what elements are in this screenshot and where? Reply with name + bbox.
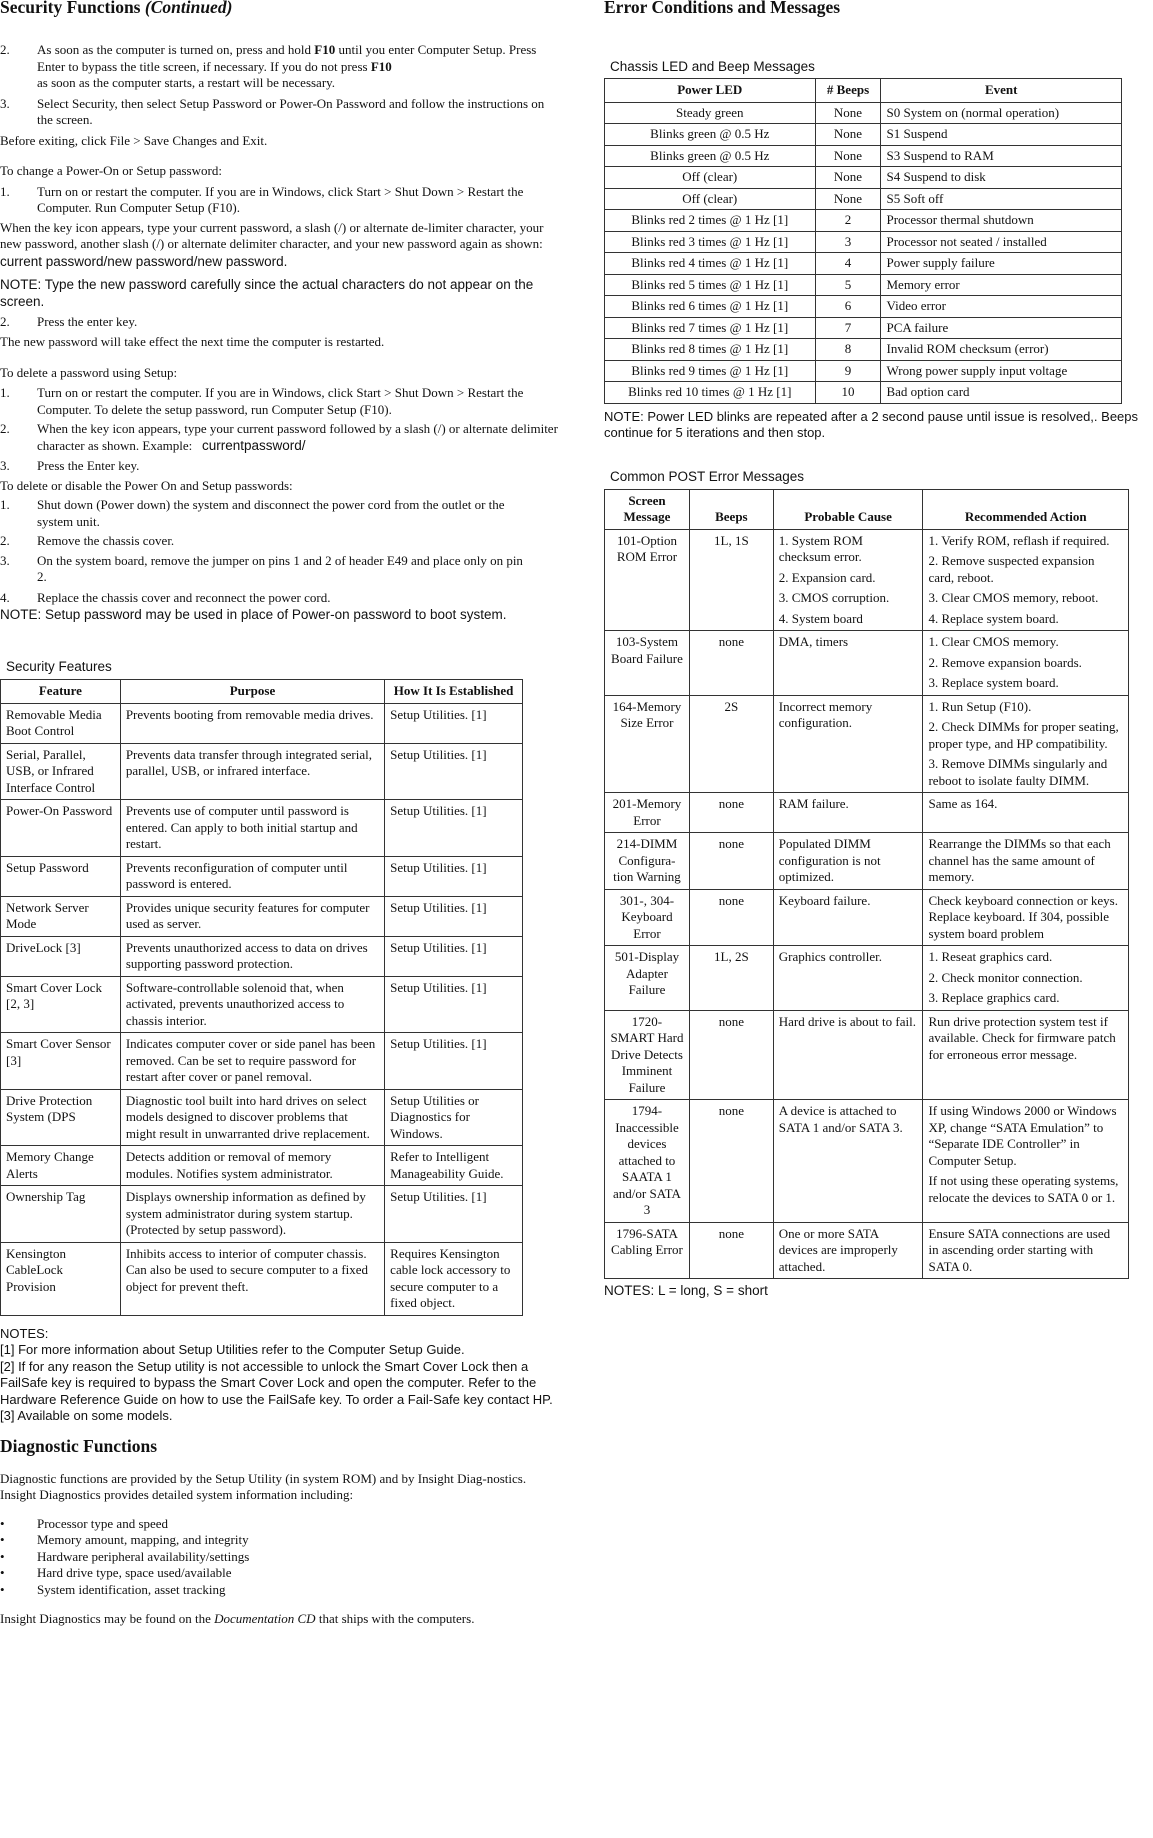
column-header: Purpose — [120, 680, 384, 704]
table-cell: Blinks red 7 times @ 1 Hz [1] — [605, 317, 816, 339]
post-error-table — [604, 489, 1129, 1280]
screen-message-cell: 1794-Inaccessible devices attached to SAATA 1 and/or SATA 3 — [605, 1100, 690, 1223]
recommended-action-cell: Rearrange the DIMMs so that each channel has the same amount of memory. — [923, 833, 1129, 890]
note-setup-password: NOTE: Setup password may be used in place of Power-on password to boot system. — [0, 607, 507, 622]
table-cell: Setup Utilities. [1] — [385, 856, 523, 896]
table-cell: Blinks red 5 times @ 1 Hz [1] — [605, 274, 816, 296]
table-cell: None — [815, 124, 881, 146]
table-cell: Serial, Parallel, USB, or Infrared Interface Control — [1, 743, 121, 800]
table-cell: Prevents unauthorized access to data on drives supporting password protection. — [120, 936, 384, 976]
list-item: • Hardware peripheral availability/settings — [0, 1548, 250, 1564]
recommended-action-cell: If using Windows 2000 or Windows XP, change “SATA Emulation” to “Separate IDE Controller” in Computer Setup. If not using these operating systems, relocate the devices to SATA 0 or 1. — [923, 1100, 1129, 1223]
led-table-caption: Chassis LED and Beep Messages — [610, 59, 815, 74]
table-cell: S3 Suspend to RAM — [881, 145, 1122, 167]
password-format-example: current password/new password/new password. — [0, 253, 288, 269]
table-cell: Steady green — [605, 102, 816, 124]
table-row — [605, 274, 1122, 296]
screen-message-cell: 1720-SMART Hard Drive Detects Imminent Failure — [605, 1010, 690, 1100]
table-row — [605, 188, 1122, 210]
screen-message-cell: 501-Display Adapter Failure — [605, 946, 690, 1011]
probable-cause-cell: 1. System ROM checksum error. 2. Expansion card. 3. CMOS corruption. 4. System board — [773, 529, 923, 631]
screen-message-cell: 214-DIMM Configura-tion Warning — [605, 833, 690, 890]
table-cell: Network Server Mode — [1, 896, 121, 936]
recommended-action-cell: Run drive protection system test if available. Check for firmware patch for erroneous error message. — [923, 1010, 1129, 1100]
table-cell: Blinks green @ 0.5 Hz — [605, 124, 816, 146]
table-cell: Setup Utilities. [1] — [385, 976, 523, 1033]
table-cell: Setup Utilities. [1] — [385, 1033, 523, 1090]
delete-step-1: 1. Turn on or restart the computer. If you are in Windows, click Start > Shut Down > Restart the Computer. To delete the setup password, run Computer Setup (F10). — [0, 385, 524, 417]
table-row — [1, 703, 523, 743]
beeps-cell: none — [689, 889, 773, 946]
table-cell: 4 — [815, 253, 881, 275]
table-row — [605, 317, 1122, 339]
table-cell: Setup Utilities. [1] — [385, 800, 523, 857]
column-header: How It Is Established — [385, 680, 523, 704]
table-cell: Smart Cover Lock [2, 3] — [1, 976, 121, 1033]
disable-step-4: 4. Replace the chassis cover and reconnect the power cord. — [0, 589, 331, 605]
change-password-intro: To change a Power-On or Setup password: — [0, 163, 222, 178]
table-row — [1, 800, 523, 857]
table-cell: Power-On Password — [1, 800, 121, 857]
table-header-row — [1, 680, 523, 704]
table-cell: Blinks red 9 times @ 1 Hz [1] — [605, 360, 816, 382]
table-row — [605, 889, 1129, 946]
table-cell: PCA failure — [881, 317, 1122, 339]
table-cell: Video error — [881, 296, 1122, 318]
beeps-cell: none — [689, 833, 773, 890]
list-item: • System identification, asset tracking — [0, 1581, 226, 1597]
table-cell: Memory Change Alerts — [1, 1146, 121, 1186]
column-header: Power LED — [605, 79, 816, 103]
key-icon-instructions: When the key icon appears, type your current password, a slash (/) or alternate de-limiter character, your new password, another slash (/) or alternate delimiter character, and your new password again as shown: — [0, 219, 544, 251]
table-row — [605, 382, 1122, 404]
screen-message-cell: 103-System Board Failure — [605, 631, 690, 696]
table-cell: Processor not seated / installed — [881, 231, 1122, 253]
recommended-action-cell: 1. Verify ROM, reflash if required. 2. Remove suspected expansion card, reboot. 3. Clear CMOS memory, reboot. 4. Replace system board. — [923, 529, 1129, 631]
table-cell: Memory error — [881, 274, 1122, 296]
table-cell: Blinks red 10 times @ 1 Hz [1] — [605, 382, 816, 404]
led-note: NOTE: Power LED blinks are repeated after a 2 second pause until issue is resolved,. Beeps continue for 5 iterations and then stop. — [604, 408, 1139, 440]
disable-step-3: 3. On the system board, remove the jumper on pins 1 and 2 of header E49 and place only on pin 2. — [0, 552, 523, 584]
probable-cause-cell: A device is attached to SATA 1 and/or SATA 3. — [773, 1100, 923, 1223]
table-row — [1, 1186, 523, 1243]
table-row — [1, 856, 523, 896]
led-beep-table — [604, 78, 1122, 404]
beeps-cell: 1L, 1S — [689, 529, 773, 631]
table-cell: Refer to Intelligent Manageability Guide. — [385, 1146, 523, 1186]
table-header-row — [605, 489, 1129, 529]
table-row — [605, 1100, 1129, 1223]
table-cell: DriveLock [3] — [1, 936, 121, 976]
table-row — [605, 253, 1122, 275]
note-2: [2] If for any reason the Setup utility is not accessible to unlock the Smart Cover Lock then a FailSafe key is required to bypass the Smart Cover Lock and open the computer. Refer to the Hardware Reference Guide on how to use the FailSafe key. To order a Fail-Safe key contact HP. — [0, 1358, 553, 1407]
table-cell: Indicates computer cover or side panel has been removed. Can be set to require password for restart after cover or panel removal. — [120, 1033, 384, 1090]
table-cell: Prevents booting from removable media drives. — [120, 703, 384, 743]
table-cell: 9 — [815, 360, 881, 382]
recommended-action-cell: 1. Run Setup (F10). 2. Check DIMMs for proper seating, proper type, and HP compatibility. 3. Remove DIMMs singularly and reboot to isolate faulty DIMM. — [923, 695, 1129, 793]
right-column — [604, 0, 1153, 1299]
table-cell: Software-controllable solenoid that, when activated, prevents unauthorized access to chassis interior. — [120, 976, 384, 1033]
table-cell: None — [815, 167, 881, 189]
column-header: Screen Message — [605, 489, 690, 529]
table-row — [605, 1010, 1129, 1100]
table-row — [605, 946, 1129, 1011]
list-item: • Hard drive type, space used/available — [0, 1565, 232, 1580]
table-cell: Blinks red 3 times @ 1 Hz [1] — [605, 231, 816, 253]
table-cell: Detects addition or removal of memory modules. Notifies system administrator. — [120, 1146, 384, 1186]
table-cell: Blinks red 2 times @ 1 Hz [1] — [605, 210, 816, 232]
bullet: • — [0, 1515, 5, 1531]
table-cell: None — [815, 145, 881, 167]
table-cell: 6 — [815, 296, 881, 318]
left-column — [0, 0, 560, 1628]
table-cell: Setup Utilities or Diagnostics for Windows. — [385, 1089, 523, 1146]
beeps-cell: none — [689, 793, 773, 833]
delete-example: currentpassword/ — [201, 437, 306, 453]
beeps-cell: none — [689, 631, 773, 696]
table-row — [605, 231, 1122, 253]
recommended-action-cell: 1. Reseat graphics card. 2. Check monitor connection. 3. Replace graphics card. — [923, 946, 1129, 1011]
table-row — [605, 360, 1122, 382]
table-row — [1, 1089, 523, 1146]
table-row — [605, 1222, 1129, 1279]
delete-step-2: 2. When the key icon appears, type your current password followed by a slash (/) or alternate delimiter character as shown. Example: currentpassword/ — [0, 421, 558, 453]
disable-step-2: 2. Remove the chassis cover. — [0, 533, 175, 548]
table-cell: Ownership Tag — [1, 1186, 121, 1243]
security-notes: NOTES: [1] For more information about Setup Utilities refer to the Computer Setup Guide. [2] If for any reason the Setup utility is not accessible to unlock the Smart Cover Lock then a FailSafe key is required to bypass the Smart Cover Lock and open the computer. Refer to the Hardware Reference Guide on how to use the FailSafe key. To order a Fail-Safe key contact HP. [3] Available on some models. — [0, 1326, 560, 1425]
table-cell: Power supply failure — [881, 253, 1122, 275]
probable-cause-cell: Hard drive is about to fail. — [773, 1010, 923, 1100]
column-header: Probable Cause — [773, 489, 923, 529]
table-cell: Invalid ROM checksum (error) — [881, 339, 1122, 361]
column-header: # Beeps — [815, 79, 881, 103]
table-cell: 10 — [815, 382, 881, 404]
recommended-action-cell: Same as 164. — [923, 793, 1129, 833]
bullet: • — [0, 1581, 5, 1597]
table-row — [605, 631, 1129, 696]
table-row — [1, 936, 523, 976]
table-cell: Inhibits access to interior of computer chassis. Can also be used to secure computer to a fixed object for prevent theft. — [120, 1242, 384, 1315]
beeps-cell: none — [689, 1222, 773, 1279]
note-type-carefully: NOTE: Type the new password carefully since the actual characters do not appear on the screen. — [0, 276, 534, 309]
beeps-cell: none — [689, 1100, 773, 1223]
table-cell: Drive Protection System (DPS — [1, 1089, 121, 1146]
probable-cause-cell: Populated DIMM configuration is not optimized. — [773, 833, 923, 890]
screen-message-cell: 164-Memory Size Error — [605, 695, 690, 793]
setup-step-2: 2. As soon as the computer is turned on, press and hold F10 until you enter Computer Setup. Press Enter to bypass the title screen, if necessary. If you do not press F10 as soon as the computer starts, a restart will be necessary. — [0, 42, 537, 90]
recommended-action-cell: 1. Clear CMOS memory. 2. Remove expansion boards. 3. Replace system board. — [923, 631, 1129, 696]
table-row — [605, 793, 1129, 833]
table-cell: 8 — [815, 339, 881, 361]
disable-password-intro: To delete or disable the Power On and Setup passwords: — [0, 477, 293, 493]
table-cell: None — [815, 102, 881, 124]
probable-cause-cell: One or more SATA devices are improperly attached. — [773, 1222, 923, 1279]
probable-cause-cell: Graphics controller. — [773, 946, 923, 1011]
table-row — [605, 124, 1122, 146]
post-table-caption: Common POST Error Messages — [610, 468, 805, 484]
delete-password-intro: To delete a password using Setup: — [0, 364, 178, 380]
bullet: • — [0, 1532, 5, 1547]
table-cell: Bad option card — [881, 382, 1122, 404]
table-cell: Setup Utilities. [1] — [385, 896, 523, 936]
table-row — [1, 1146, 523, 1186]
table-cell: Prevents reconfiguration of computer until password is entered. — [120, 856, 384, 896]
note-1: [1] For more information about Setup Utilities refer to the Computer Setup Guide. — [0, 1342, 465, 1357]
table-row — [605, 167, 1122, 189]
table-cell: S5 Soft off — [881, 188, 1122, 210]
table-row — [605, 339, 1122, 361]
table-cell: Requires Kensington cable lock accessory to secure computer to a fixed object. — [385, 1242, 523, 1315]
security-features-caption: Security Features — [6, 659, 112, 674]
title-continued: (Continued) — [144, 0, 233, 17]
recommended-action-cell: Check keyboard connection or keys. Replace keyboard. If 304, possible system board problem — [923, 889, 1129, 946]
table-row — [605, 102, 1122, 124]
diagnostic-intro: Diagnostic functions are provided by the Setup Utility (in system ROM) and by Insight Diag-nostics. Insight Diagnostics provides detailed system information including: — [0, 1470, 527, 1502]
table-cell: Setup Utilities. [1] — [385, 936, 523, 976]
table-row — [1, 743, 523, 800]
table-row — [605, 695, 1129, 793]
table-cell: Diagnostic tool built into hard drives on select models designed to discover problems that might result in unwarranted drive replacement. — [120, 1089, 384, 1146]
bullet: • — [0, 1548, 5, 1564]
table-row — [605, 296, 1122, 318]
password-effect-text: The new password will take effect the next time the computer is restarted. — [0, 334, 385, 349]
table-cell: Setup Utilities. [1] — [385, 743, 523, 800]
probable-cause-cell: DMA, timers — [773, 631, 923, 696]
column-header: Beeps — [689, 489, 773, 529]
table-cell: Displays ownership information as defined by system administrator during system startup. (Protected by setup password). — [120, 1186, 384, 1243]
post-notes: NOTES: L = long, S = short — [604, 1283, 768, 1298]
table-cell: Kensington CableLock Provision — [1, 1242, 121, 1315]
table-cell: S0 System on (normal operation) — [881, 102, 1122, 124]
table-cell: Processor thermal shutdown — [881, 210, 1122, 232]
table-cell: Off (clear) — [605, 167, 816, 189]
table-cell: None — [815, 188, 881, 210]
probable-cause-cell: Keyboard failure. — [773, 889, 923, 946]
column-header: Recommended Action — [923, 489, 1129, 529]
table-cell: 5 — [815, 274, 881, 296]
diagnostic-functions-title: Diagnostic Functions — [0, 1435, 158, 1456]
table-cell: Blinks green @ 0.5 Hz — [605, 145, 816, 167]
disable-step-1: 1. Shut down (Power down) the system and disconnect the power cord from the outlet or the system unit. — [0, 497, 505, 529]
beeps-cell: none — [689, 1010, 773, 1100]
setup-step-3: 3. Select Security, then select Setup Password or Power-On Password and follow the instructions on the screen. — [0, 95, 545, 127]
column-header: Feature — [1, 680, 121, 704]
table-cell: Blinks red 6 times @ 1 Hz [1] — [605, 296, 816, 318]
table-row — [605, 145, 1122, 167]
table-cell: 7 — [815, 317, 881, 339]
error-conditions-title: Error Conditions and Messages — [604, 0, 841, 17]
list-item: • Processor type and speed — [0, 1515, 169, 1531]
table-row — [605, 529, 1129, 631]
table-cell: S4 Suspend to disk — [881, 167, 1122, 189]
table-cell: Setup Password — [1, 856, 121, 896]
table-cell: Provides unique security features for computer used as server. — [120, 896, 384, 936]
table-cell: Prevents data transfer through integrated serial, parallel, USB, or infrared interface. — [120, 743, 384, 800]
table-cell: Blinks red 4 times @ 1 Hz [1] — [605, 253, 816, 275]
table-cell: Off (clear) — [605, 188, 816, 210]
change-step-2: 2. Press the enter key. — [0, 313, 138, 329]
before-exit-text: Before exiting, click File > Save Changes and Exit. — [0, 132, 268, 148]
delete-step-3: 3. Press the Enter key. — [0, 458, 140, 473]
table-header-row — [605, 79, 1122, 103]
screen-message-cell: 301-, 304-Keyboard Error — [605, 889, 690, 946]
table-cell: Prevents use of computer until password is entered. Can apply to both initial startup and restart. — [120, 800, 384, 857]
table-cell: 3 — [815, 231, 881, 253]
change-step-1: 1. Turn on or restart the computer. If you are in Windows, click Start > Shut Down > Restart the Computer. Run Computer Setup (F10). — [0, 183, 524, 215]
table-row — [1, 976, 523, 1033]
probable-cause-cell: RAM failure. — [773, 793, 923, 833]
table-cell: Smart Cover Sensor [3] — [1, 1033, 121, 1090]
table-cell: Blinks red 8 times @ 1 Hz [1] — [605, 339, 816, 361]
column-header: Event — [881, 79, 1122, 103]
table-row — [1, 1242, 523, 1315]
list-item: • Memory amount, mapping, and integrity — [0, 1532, 249, 1547]
screen-message-cell: 101-Option ROM Error — [605, 529, 690, 631]
table-row — [605, 210, 1122, 232]
probable-cause-cell: Incorrect memory configuration. — [773, 695, 923, 793]
beeps-cell: 2S — [689, 695, 773, 793]
table-cell: Removable Media Boot Control — [1, 703, 121, 743]
bullet: • — [0, 1565, 5, 1580]
table-cell: Setup Utilities. [1] — [385, 1186, 523, 1243]
beeps-cell: 1L, 2S — [689, 946, 773, 1011]
table-cell: Wrong power supply input voltage — [881, 360, 1122, 382]
table-cell: S1 Suspend — [881, 124, 1122, 146]
screen-message-cell: 201-Memory Error — [605, 793, 690, 833]
diagnostic-list — [0, 1516, 560, 1599]
table-row — [605, 833, 1129, 890]
screen-message-cell: 1796-SATA Cabling Error — [605, 1222, 690, 1279]
diagnostic-footer: Insight Diagnostics may be found on the Documentation CD that ships with the computers. — [0, 1611, 475, 1626]
table-cell: 2 — [815, 210, 881, 232]
note-3: [3] Available on some models. — [0, 1408, 173, 1423]
table-cell: Setup Utilities. [1] — [385, 703, 523, 743]
security-features-table — [0, 679, 523, 1316]
recommended-action-cell: Ensure SATA connections are used in ascending order starting with SATA 0. — [923, 1222, 1129, 1279]
table-row — [1, 1033, 523, 1090]
table-row — [1, 896, 523, 936]
security-functions-title: Security Functions (Continued) — [0, 0, 560, 16]
